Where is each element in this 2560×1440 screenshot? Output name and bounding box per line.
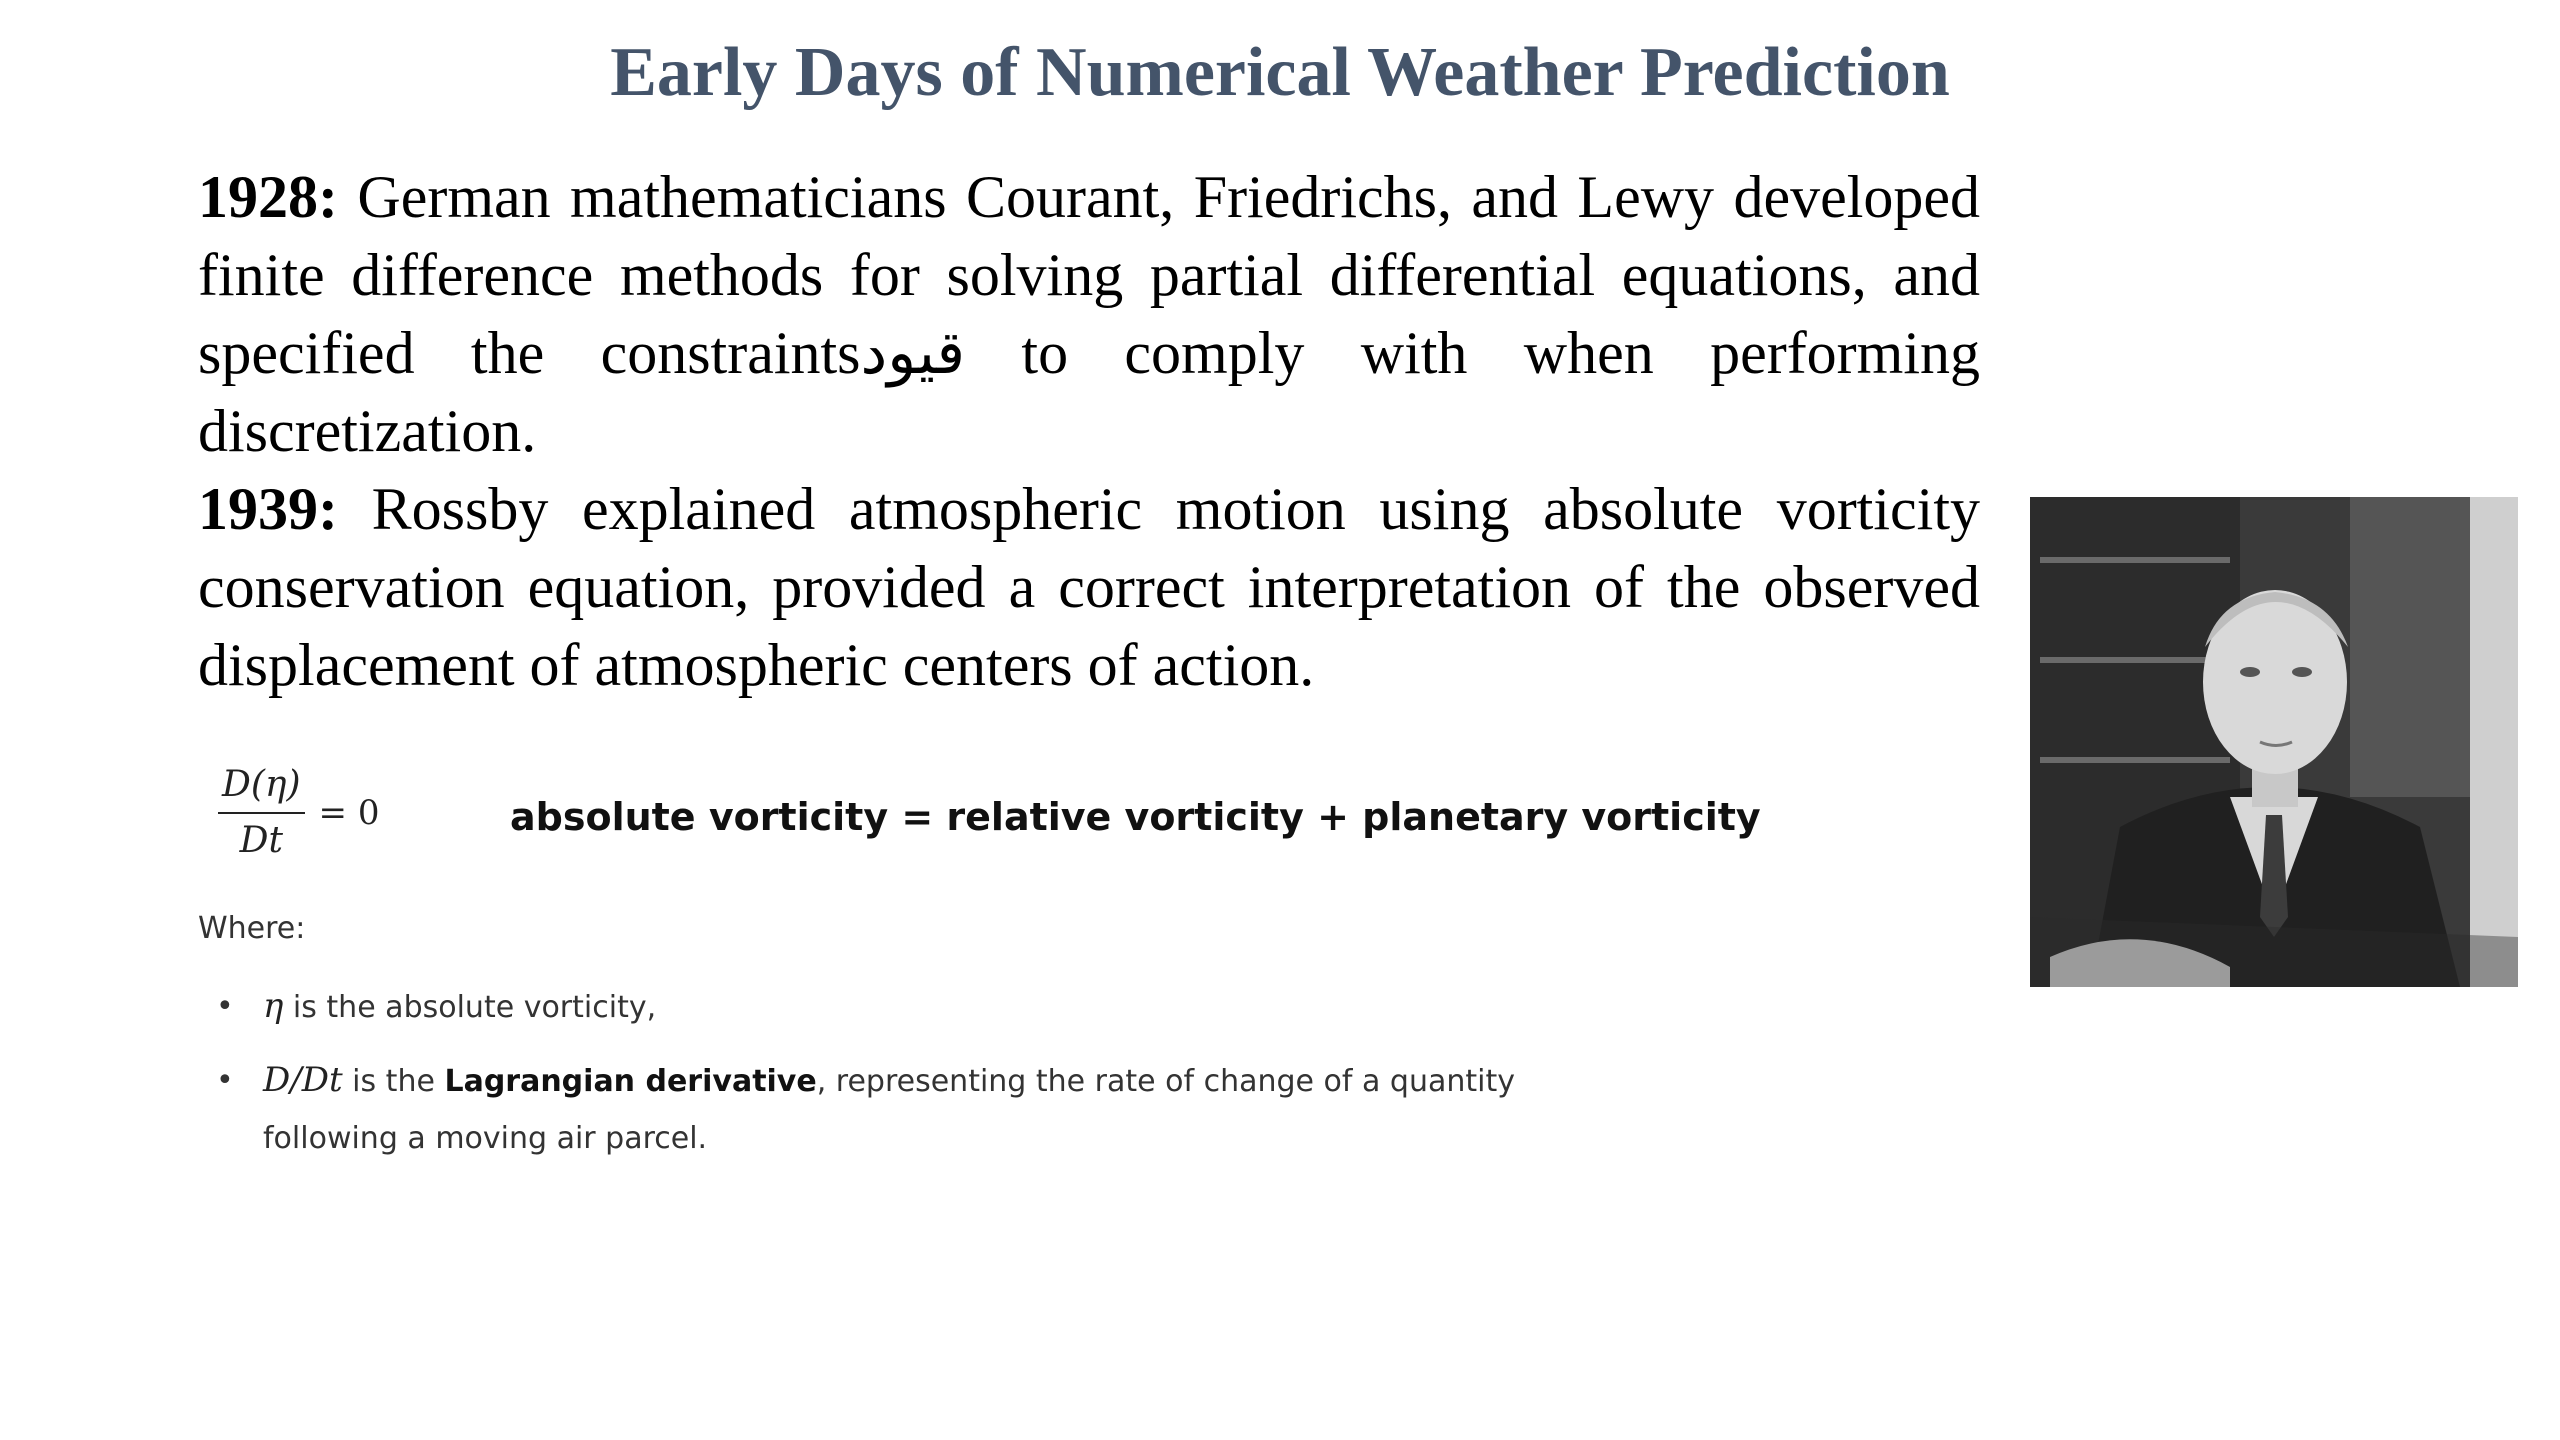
history-paragraph-1928 (198, 158, 1980, 470)
fraction-denominator: Dt (239, 820, 283, 861)
list-item (198, 978, 1638, 1036)
portrait-photo (2030, 497, 2518, 987)
paragraph-text: Rossby explained atmospheric motion using absolute vorticity conservation equation, provided a correct interpretation of the observed displacement of atmospheric centers of action. (198, 476, 1980, 698)
symbol: D/Dt (263, 1060, 343, 1100)
item-bold-text: Lagrangian derivative (444, 1064, 817, 1099)
year-label: 1939: (198, 476, 338, 542)
fraction (218, 762, 305, 864)
paragraph-text: German mathematicians Courant, Friedrichs, and Lewy developed finite difference methods for solving partial differential equations, and specified the constraintsقيود to comply with when performing discretization. (198, 164, 1981, 464)
bullet-icon: • (216, 1063, 234, 1098)
where-label: Where: (198, 911, 306, 946)
definition-list (198, 978, 1638, 1183)
history-text (198, 158, 1980, 704)
item-text: is the (342, 1064, 445, 1099)
bullet-icon: • (216, 989, 234, 1024)
vorticity-identity: absolute vorticity = relative vorticity + planetary vorticity (510, 795, 1761, 839)
year-label: 1928: (198, 164, 338, 230)
item-text-after: , representing the rate of change of a quantity following a moving air parcel. (263, 1064, 1515, 1156)
history-paragraph-1939 (198, 470, 1980, 704)
equation-rhs: = 0 (318, 793, 380, 833)
symbol: η (263, 986, 284, 1026)
slide-title: Early Days of Numerical Weather Prediction (610, 34, 1950, 111)
vorticity-equation (218, 762, 379, 864)
item-text: is the absolute vorticity, (283, 990, 657, 1025)
list-item (198, 1052, 1638, 1167)
fraction-numerator: D(η) (218, 762, 305, 814)
